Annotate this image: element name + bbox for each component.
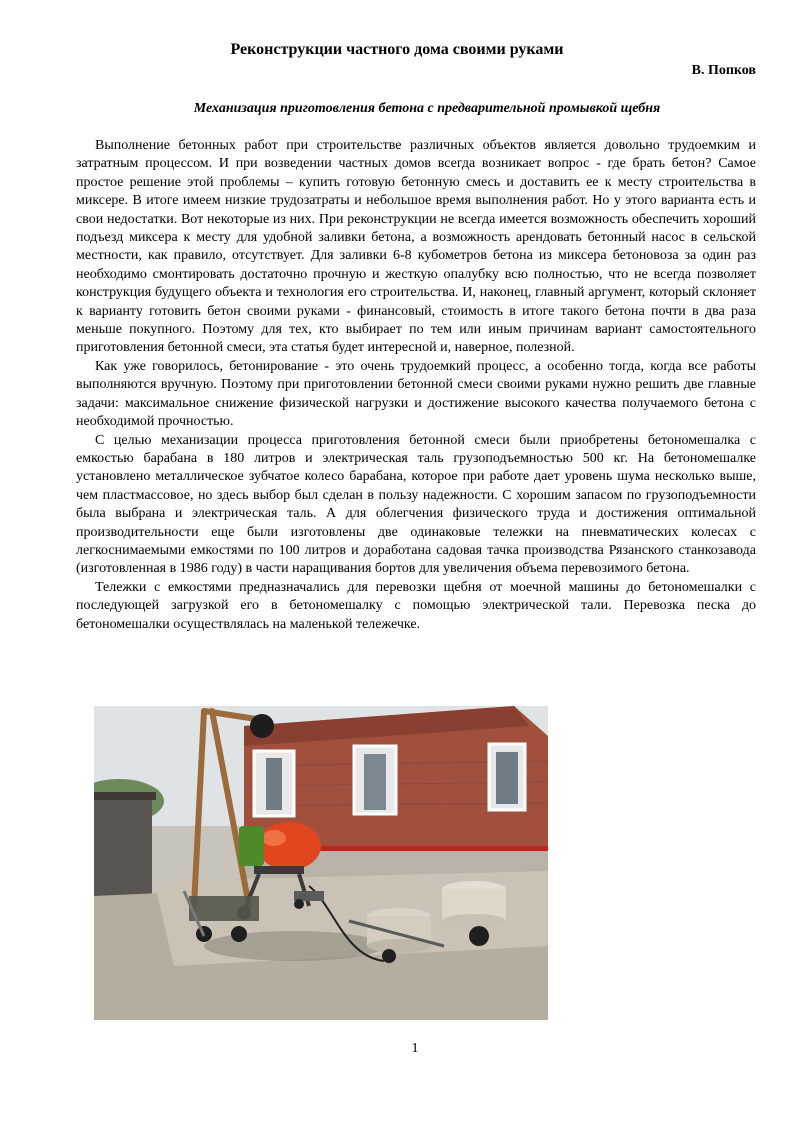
construction-photo [94, 706, 548, 1020]
paragraph-2: Как уже говорилось, бетонирование - это очень трудоемкий процесс, а особенно тогда, когда все работы выполняются вручную. Поэтому при приготовлении бетонной смеси своими руками нужно решить две главные задачи: максимальное снижение физической нагрузки и достижение высокого качества получаемого бетона с необходимой прочностью. [76, 358, 756, 430]
paragraph-4: Тележки с емкостями предназначались для перевозки щебня от моечной машины до бетономешалки с последующей загрузкой его в бетономешалку с помощью электрической тали. Перевозка песка до бетономешалки осуществлялась на маленькой тележечке. [76, 579, 756, 632]
photo-illustration [94, 706, 548, 1020]
paragraph-3: С целью механизации процесса приготовления бетонной смеси были приобретены бетономешалка с емкостью барабана в 180 литров и электрическая таль грузоподъемностью 500 кг. На бетономешалке установлено металлическое зубчатое колесо барабана, которое при работе дает уровень шума несколько выше, чем пластмассовое, но здесь выбор был сделан в пользу надежности. С хорошим запасом по грузоподъемности была выбрана и электрическая таль. А для облегчения физического труда и достижения оптимальной производительности еще были изготовлены две одинаковые тележки на пневматических колесах с легкоснимаемыми емкостями по 100 литров и доработана садовая тачка производства Рязанского станкозавода (изготовленная в 1986 году) в части наращивания бортов для увеличения объема перевозимого бетона. [76, 432, 756, 577]
article-body [76, 137, 756, 634]
page-number: 1 [411, 1041, 419, 1056]
author-name: В. Попков [691, 63, 756, 78]
paragraph-1: Выполнение бетонных работ при строительстве различных объектов является довольно трудоемким и затратным процессом. И при возведении частных домов всегда возникает вопрос - где брать бетон? Самое простое решение этой проблемы – купить готовую бетонную смесь и доставить ее к месту строительства в миксере. В итоге имеем низкие трудозатраты и небольшое время выполнения работ. Но у этого варианта есть и свои недостатки. Вот некоторые из них. При реконструкции не всегда имеется возможность обеспечить хороший подъезд миксера к месту для удобной заливки бетона, а возможность арендовать бетонный насос в сельской местности, как правило, отсутствует. Для заливки 6-8 кубометров бетона из миксера бетоновоза за один раз необходимо смонтировать достаточно прочную и жесткую опалубку всю полностью, что не всегда позволяет конструкция будущего объекта и технология его строительства. И, наконец, главный аргумент, который склоняет к варианту готовить бетон своими руками - финансовый, стоимость в итоге такого бетона почти в два раза меньше покупного. Поэтому для тех, кто выбирает по тем или иным причинам вариант самостоятельного приготовления бетонной смеси, эта статья будет интересной и, наверное, полезной. [76, 138, 756, 356]
document-title: Реконструкции частного дома своими руками [230, 41, 564, 58]
section-subtitle: Механизация приготовления бетона с предварительной промывкой щебня [193, 101, 661, 116]
